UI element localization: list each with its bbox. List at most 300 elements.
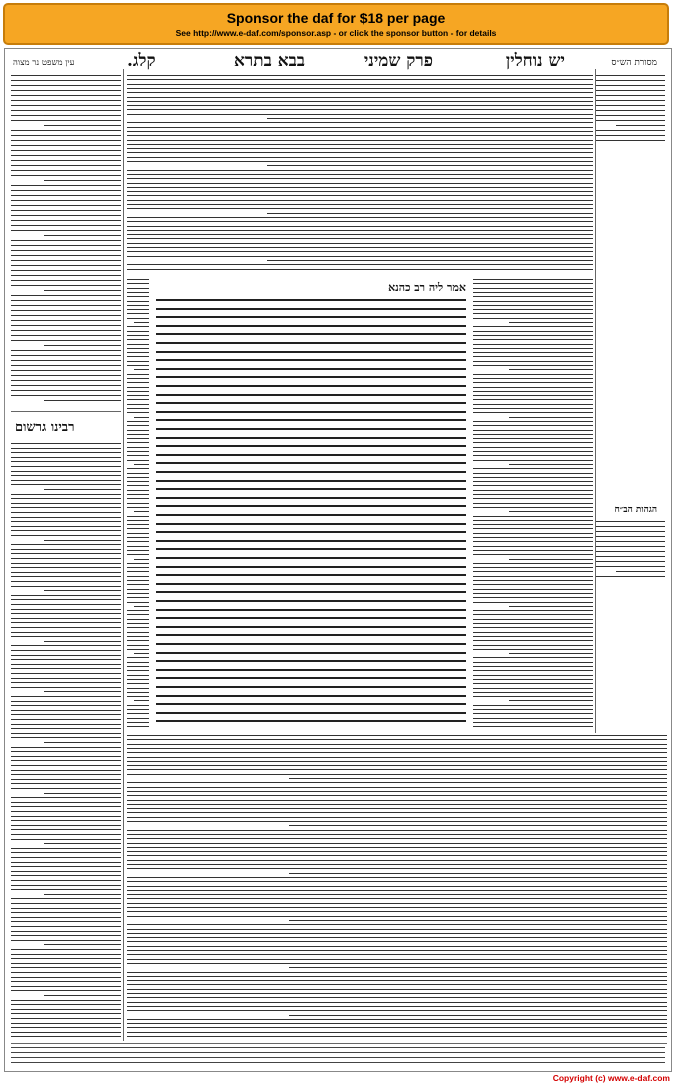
text-line	[473, 447, 593, 448]
text-line	[127, 157, 593, 158]
text-line	[267, 165, 593, 166]
text-line	[127, 597, 149, 598]
text-line	[473, 722, 593, 723]
text-line	[11, 576, 121, 577]
text-line	[127, 769, 667, 770]
text-line	[473, 520, 593, 521]
text-line	[11, 390, 121, 391]
text-line	[11, 866, 121, 867]
text-line	[473, 614, 593, 615]
text-line	[127, 485, 149, 486]
text-line	[11, 664, 121, 665]
left-column-divider	[123, 69, 124, 1041]
text-line	[11, 655, 121, 656]
text-line	[127, 963, 667, 964]
text-line	[473, 490, 593, 491]
text-line	[127, 374, 149, 375]
text-line	[127, 1036, 667, 1037]
gemara-line	[156, 557, 466, 559]
text-line	[473, 468, 593, 469]
text-line	[127, 226, 593, 227]
text-line	[127, 135, 593, 136]
text-line	[473, 460, 593, 461]
text-line	[11, 507, 121, 508]
text-line	[127, 984, 667, 985]
text-line	[127, 477, 149, 478]
text-line	[11, 530, 121, 531]
text-line	[473, 533, 593, 534]
text-line	[11, 75, 121, 76]
text-line	[595, 526, 665, 527]
text-line	[11, 613, 121, 614]
text-line	[11, 724, 121, 725]
text-line	[11, 1013, 121, 1014]
text-line	[127, 516, 149, 517]
text-line	[44, 590, 121, 591]
text-line	[11, 1062, 665, 1063]
text-line	[127, 460, 149, 461]
text-line	[127, 627, 149, 628]
text-line	[11, 783, 121, 784]
text-line	[127, 507, 149, 508]
text-line	[127, 361, 149, 362]
text-line	[11, 498, 121, 499]
text-line	[127, 666, 149, 667]
text-line	[127, 614, 149, 615]
text-line	[127, 980, 667, 981]
text-line	[127, 683, 149, 684]
text-line	[11, 90, 121, 91]
text-line	[509, 606, 593, 607]
text-line	[11, 696, 121, 697]
gemara-line	[156, 643, 466, 645]
text-line	[11, 954, 121, 955]
text-line	[127, 765, 667, 766]
text-line	[127, 455, 149, 456]
text-line	[11, 350, 121, 351]
text-line	[127, 851, 667, 852]
text-line	[127, 541, 149, 542]
gemara-line	[156, 583, 466, 585]
text-line	[127, 378, 149, 379]
text-line	[473, 395, 593, 396]
text-line	[127, 937, 667, 938]
text-line	[473, 339, 593, 340]
text-line	[127, 152, 593, 153]
text-line	[473, 597, 593, 598]
text-line	[473, 348, 593, 349]
text-line	[11, 1000, 121, 1001]
gemara-line	[156, 445, 466, 447]
text-line	[11, 225, 121, 226]
text-line	[127, 675, 149, 676]
text-line	[127, 75, 593, 76]
text-line	[11, 581, 121, 582]
text-line	[127, 657, 149, 658]
text-line	[11, 903, 121, 904]
text-line	[11, 940, 121, 941]
text-line	[127, 84, 593, 85]
text-line	[44, 995, 121, 996]
text-line	[11, 632, 121, 633]
text-line	[11, 295, 121, 296]
gemara-line	[156, 531, 466, 533]
text-line	[473, 662, 593, 663]
text-line	[127, 834, 667, 835]
text-line	[127, 122, 593, 123]
text-line	[473, 593, 593, 594]
text-line	[473, 387, 593, 388]
text-line	[11, 816, 121, 817]
text-line	[11, 452, 121, 453]
text-line	[127, 748, 667, 749]
text-line	[11, 627, 121, 628]
text-line	[11, 719, 121, 720]
text-line	[11, 834, 121, 835]
text-line	[127, 670, 149, 671]
gemara-line	[156, 497, 466, 499]
text-line	[11, 1023, 121, 1024]
hagahot-column	[595, 519, 665, 579]
text-line	[11, 160, 121, 161]
text-line	[11, 958, 121, 959]
text-line	[11, 673, 121, 674]
text-line	[127, 795, 667, 796]
text-line	[473, 498, 593, 499]
text-line	[127, 709, 149, 710]
text-line	[127, 567, 149, 568]
text-line	[595, 536, 665, 537]
text-line	[11, 848, 121, 849]
text-line	[127, 907, 667, 908]
text-line	[127, 395, 149, 396]
text-line	[11, 595, 121, 596]
text-line	[127, 997, 667, 998]
text-line	[473, 318, 593, 319]
sponsor-banner[interactable]	[3, 3, 669, 45]
text-line	[127, 191, 593, 192]
text-line	[473, 481, 593, 482]
text-line	[11, 963, 121, 964]
sponsor-banner-title: Sponsor the daf for $18 per page	[226, 10, 446, 26]
copyright-notice: Copyright (c) www.e-daf.com	[552, 1073, 670, 1083]
text-line	[595, 120, 665, 121]
gemara-line	[156, 299, 466, 301]
gemara-opening-words: אמר ליה רב כהנא	[388, 281, 466, 294]
text-line	[473, 421, 593, 422]
text-line	[11, 871, 121, 872]
text-line	[11, 265, 121, 266]
text-line	[473, 442, 593, 443]
text-line	[11, 549, 121, 550]
text-line	[11, 275, 121, 276]
text-line	[473, 567, 593, 568]
text-line	[127, 782, 667, 783]
text-line	[127, 821, 667, 822]
text-line	[127, 787, 667, 788]
text-line	[127, 1002, 667, 1003]
text-line	[127, 554, 149, 555]
text-line	[473, 399, 593, 400]
gemara-line	[156, 720, 466, 722]
text-line	[127, 662, 149, 663]
text-line	[127, 498, 149, 499]
text-line	[11, 230, 121, 231]
text-line	[11, 325, 121, 326]
text-line	[11, 1032, 121, 1033]
text-line	[134, 511, 149, 512]
gemara-line	[156, 686, 466, 688]
text-line	[127, 187, 593, 188]
text-line	[11, 774, 121, 775]
text-line	[127, 283, 149, 284]
gemara-line	[156, 454, 466, 456]
text-line	[595, 140, 665, 141]
text-line	[127, 580, 149, 581]
text-line	[11, 365, 121, 366]
gemara-line	[156, 368, 466, 370]
text-line	[127, 490, 149, 491]
text-line	[127, 718, 149, 719]
text-line	[127, 221, 593, 222]
text-line	[127, 447, 149, 448]
text-line	[11, 135, 121, 136]
text-line	[473, 408, 593, 409]
text-line	[11, 145, 121, 146]
text-line	[11, 215, 121, 216]
gemara-line	[156, 677, 466, 679]
text-line	[11, 380, 121, 381]
text-line	[127, 524, 149, 525]
text-line	[127, 890, 667, 891]
text-line	[127, 251, 593, 252]
text-line	[11, 360, 121, 361]
text-line	[11, 517, 121, 518]
text-line	[11, 310, 121, 311]
gemara-line	[156, 402, 466, 404]
text-line	[595, 110, 665, 111]
text-line	[11, 825, 121, 826]
text-line	[127, 838, 667, 839]
text-line	[127, 365, 149, 366]
text-line	[127, 589, 149, 590]
text-line	[11, 572, 121, 573]
text-line	[127, 520, 149, 521]
text-line	[473, 675, 593, 676]
text-line	[11, 457, 121, 458]
text-line	[11, 448, 121, 449]
gemara-line	[156, 703, 466, 705]
text-line	[473, 382, 593, 383]
text-line	[11, 604, 121, 605]
text-line	[11, 747, 121, 748]
text-line	[11, 917, 121, 918]
text-line	[127, 976, 667, 977]
text-line	[11, 737, 121, 738]
text-line	[127, 481, 149, 482]
text-line	[509, 464, 593, 465]
text-line	[473, 296, 593, 297]
text-line	[127, 399, 149, 400]
text-line	[11, 140, 121, 141]
text-line	[134, 653, 149, 654]
text-line	[127, 430, 149, 431]
text-line	[509, 417, 593, 418]
text-line	[127, 217, 593, 218]
text-line	[595, 80, 665, 81]
text-line	[595, 95, 665, 96]
text-line	[127, 713, 149, 714]
text-line	[473, 374, 593, 375]
text-line	[267, 118, 593, 119]
text-line	[127, 256, 593, 257]
text-line	[127, 692, 149, 693]
text-line	[127, 843, 667, 844]
text-line	[11, 250, 121, 251]
text-line	[473, 718, 593, 719]
text-line	[473, 571, 593, 572]
text-line	[11, 806, 121, 807]
text-line	[127, 335, 149, 336]
text-line	[595, 546, 665, 547]
text-line	[127, 954, 667, 955]
text-line	[11, 1036, 121, 1037]
gemara-line	[156, 574, 466, 576]
text-line	[11, 710, 121, 711]
text-line	[127, 640, 149, 641]
text-line	[11, 503, 121, 504]
text-line	[127, 1006, 667, 1007]
text-line	[473, 563, 593, 564]
text-line	[473, 279, 593, 280]
text-line	[11, 130, 121, 131]
text-line	[473, 602, 593, 603]
gemara-line	[156, 712, 466, 714]
text-line	[127, 830, 667, 831]
text-line	[11, 480, 121, 481]
text-line	[473, 696, 593, 697]
text-line	[127, 296, 149, 297]
text-line	[127, 161, 593, 162]
text-line	[127, 722, 149, 723]
mesoret-hashas-column	[595, 73, 665, 143]
text-line	[11, 1052, 665, 1053]
text-line	[509, 369, 593, 370]
gemara-line	[156, 333, 466, 335]
text-line	[127, 537, 149, 538]
text-line	[127, 744, 667, 745]
text-line	[127, 109, 593, 110]
text-line	[473, 537, 593, 538]
text-line	[473, 430, 593, 431]
text-line	[473, 679, 593, 680]
text-line	[44, 691, 121, 692]
text-line	[11, 340, 121, 341]
text-line	[127, 412, 149, 413]
text-line	[127, 238, 593, 239]
text-line	[11, 1009, 121, 1010]
text-line	[473, 683, 593, 684]
text-line	[127, 230, 593, 231]
text-line	[44, 742, 121, 743]
hagahot-heading: הגהות הב״ח	[614, 505, 657, 515]
text-line	[127, 101, 593, 102]
text-line	[127, 114, 593, 115]
text-line	[473, 309, 593, 310]
text-line	[127, 546, 149, 547]
text-line	[11, 330, 121, 331]
text-line	[473, 580, 593, 581]
gemara-line	[156, 428, 466, 430]
text-line	[127, 989, 667, 990]
text-line	[289, 1015, 667, 1016]
gemara-line	[156, 394, 466, 396]
text-line	[595, 531, 665, 532]
commentary-top	[127, 73, 593, 273]
text-line	[127, 408, 149, 409]
text-line	[127, 804, 667, 805]
text-line	[127, 757, 667, 758]
text-line	[473, 365, 593, 366]
text-line	[134, 369, 149, 370]
text-line	[11, 1004, 121, 1005]
text-line	[11, 305, 121, 306]
text-line	[11, 185, 121, 186]
text-line	[127, 97, 593, 98]
text-line	[11, 205, 121, 206]
text-line	[11, 898, 121, 899]
text-line	[44, 944, 121, 945]
text-line	[11, 170, 121, 171]
text-line	[473, 713, 593, 714]
gemara-text	[152, 277, 470, 729]
text-line	[616, 125, 665, 126]
text-line	[127, 301, 149, 302]
rabbenu-gershom-column	[11, 441, 121, 1041]
text-line	[127, 326, 149, 327]
text-line	[473, 283, 593, 284]
gemara-line	[156, 540, 466, 542]
gemara-line	[156, 437, 466, 439]
text-line	[11, 659, 121, 660]
gemara-line	[156, 660, 466, 662]
text-line	[127, 1027, 667, 1028]
text-line	[127, 442, 149, 443]
gemara-line	[156, 359, 466, 361]
text-line	[11, 85, 121, 86]
text-line	[127, 696, 149, 697]
text-line	[473, 657, 593, 658]
text-line	[473, 455, 593, 456]
text-line	[127, 313, 149, 314]
text-line	[11, 484, 121, 485]
gemara-line	[156, 591, 466, 593]
gemara-line	[156, 316, 466, 318]
perek-number: פרק שמיני	[363, 51, 433, 71]
text-line	[473, 434, 593, 435]
text-line	[127, 864, 667, 865]
gemara-line	[156, 626, 466, 628]
text-line	[127, 593, 149, 594]
text-line	[473, 546, 593, 547]
text-line	[11, 165, 121, 166]
text-line	[11, 728, 121, 729]
gemara-line	[156, 505, 466, 507]
text-line	[473, 356, 593, 357]
text-line	[11, 770, 121, 771]
text-line	[11, 210, 121, 211]
talmud-page	[4, 48, 672, 1072]
